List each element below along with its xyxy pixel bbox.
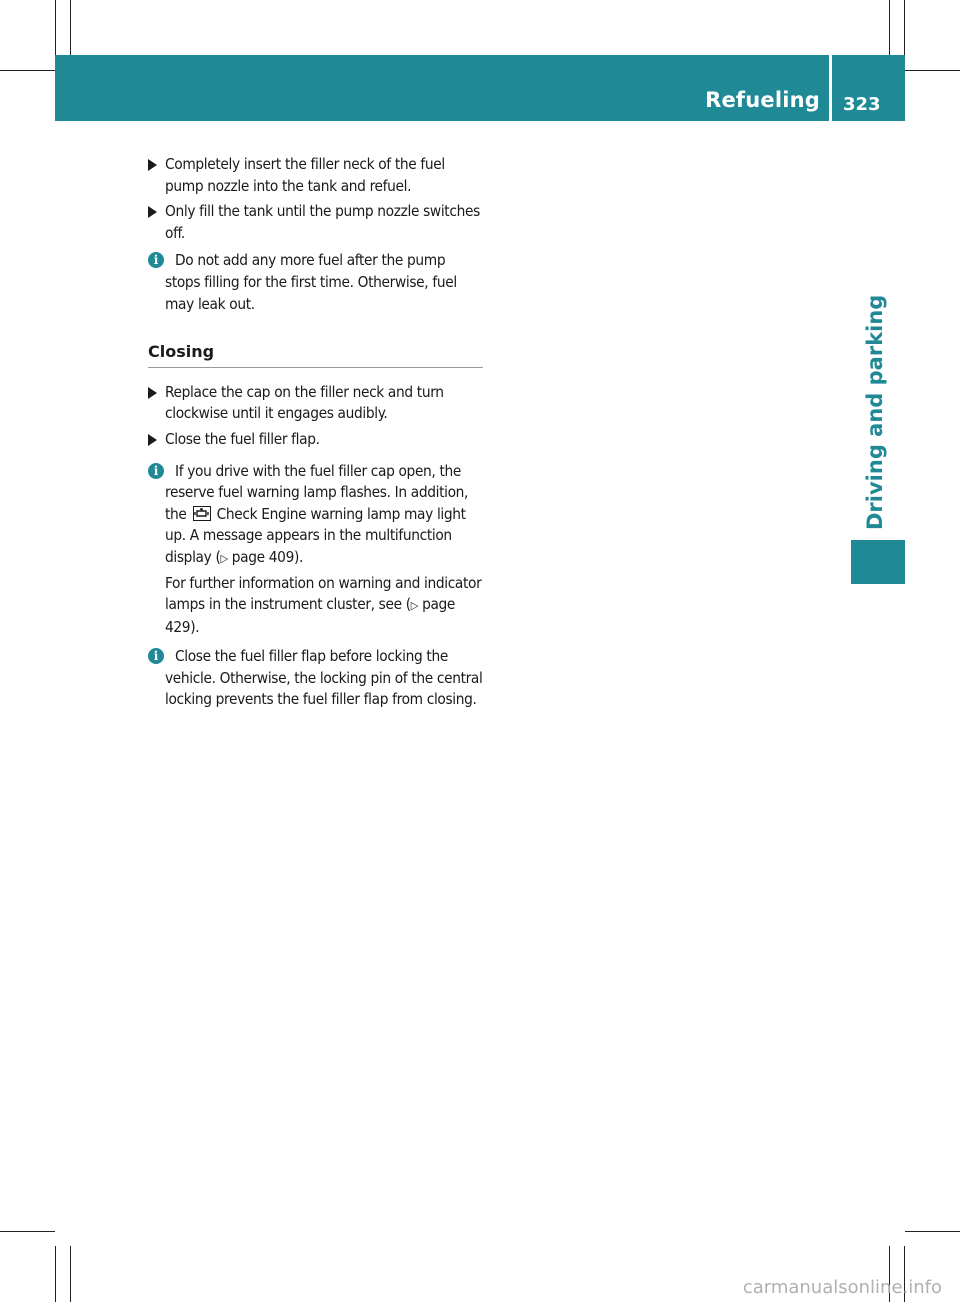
info-icon: i (148, 463, 164, 479)
step-text: Only fill the tank until the pump nozzle switches off. (165, 202, 480, 242)
crop-mark (889, 0, 890, 55)
instruction-step (148, 201, 483, 244)
arrow-right-icon (148, 159, 157, 171)
info-icon: i (148, 648, 164, 664)
info-icon: i (148, 252, 164, 268)
crop-mark (55, 1246, 56, 1302)
crop-mark (905, 70, 960, 71)
header-divider (829, 55, 832, 121)
page-content (148, 154, 483, 715)
info-note (148, 461, 483, 639)
arrow-right-icon (148, 387, 157, 399)
arrow-right-icon (148, 434, 157, 446)
instruction-step (148, 429, 483, 451)
chapter-marker (851, 540, 905, 584)
note-text: Close the fuel filler flap before locking the vehicle. Otherwise, the locking pin of the central locking prevents the fuel filler flap from closing. (165, 647, 483, 709)
page-number: 323 (843, 94, 881, 115)
arrow-right-icon (148, 206, 157, 218)
step-text: Replace the cap on the filler neck and turn clockwise until it engages audibly. (165, 382, 444, 423)
step-text: Close the fuel filler flap. (165, 429, 320, 448)
crop-mark (70, 1246, 71, 1302)
crop-mark (55, 0, 56, 55)
section-title: Refueling (705, 88, 820, 112)
note-text: Do not add any more fuel after the pump stops filling for the first time. Otherwise, fuel may leak out. (165, 251, 457, 313)
check-engine-icon (193, 506, 211, 521)
crop-mark (70, 0, 71, 55)
chapter-label: Driving and parking (863, 294, 887, 530)
crop-mark (0, 1231, 55, 1232)
triangle-right-icon: ▷ (410, 599, 419, 613)
page-reference[interactable]: page 429). (165, 595, 456, 636)
crop-mark (0, 70, 55, 71)
watermark: carmanualsonline.info (742, 1277, 942, 1298)
section-heading: Closing (148, 341, 483, 368)
triangle-right-icon: ▷ (220, 551, 228, 565)
step-text: Completely insert the filler neck of the fuel pump nozzle into the tank and refuel. (165, 155, 445, 195)
info-note (148, 646, 483, 711)
instruction-step (148, 154, 483, 197)
page-reference[interactable]: page 409). (231, 547, 304, 566)
note-text: Check Engine warning lamp may light up. A message appears in the multifunction display ( (165, 504, 466, 566)
note-text: If you drive with the fuel filler cap open, the reserve fuel warning lamp flashes. In addition, the (165, 461, 469, 523)
instruction-step (148, 382, 483, 425)
note-text: For further information on warning and indicator lamps in the instrument cluster, see ( (165, 573, 482, 614)
info-note (148, 250, 483, 315)
crop-mark (905, 1231, 960, 1232)
crop-mark (904, 0, 905, 55)
